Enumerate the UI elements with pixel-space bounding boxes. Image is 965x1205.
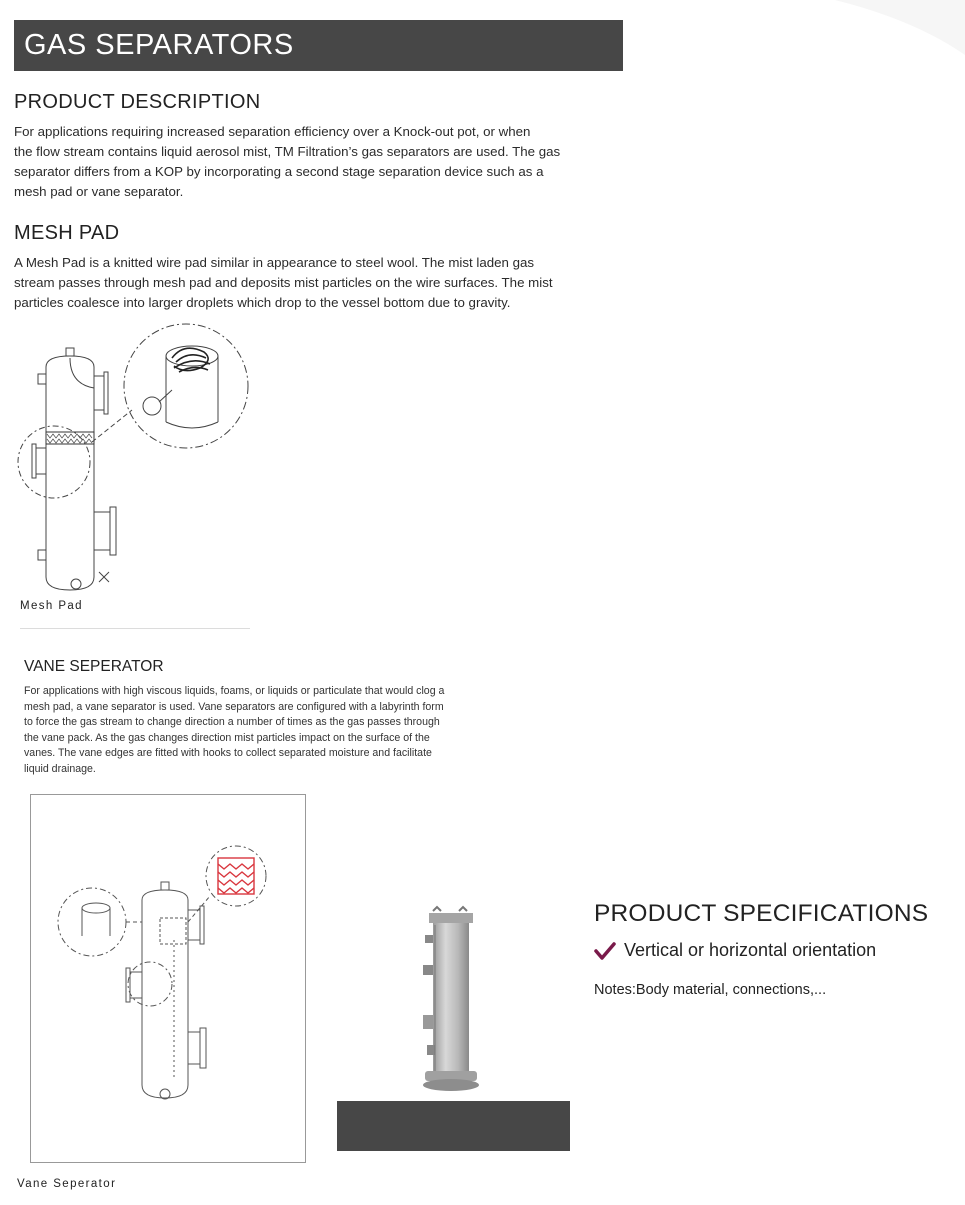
- photo-caption-bar: [337, 1101, 570, 1151]
- mesh-pad-line: stream passes through mesh pad and deposits mist particles on the wire surfaces. The mist: [14, 275, 553, 290]
- gas-separator-product-image: [405, 905, 495, 1095]
- vane-separator-diagram: [50, 840, 280, 1110]
- description-line: separator differs from a KOP by incorporating a second stage separation device such as a: [14, 164, 544, 179]
- mesh-pad-line: particles coalesce into larger droplets which drop to the vessel bottom due to gravity.: [14, 295, 511, 310]
- vane-line: vanes. The vane edges are fitted with hooks to collect separated moisture and facilitate: [24, 747, 432, 760]
- vane-line: the vane pack. As the gas changes direction mist particles impact on the surface of the: [24, 731, 430, 744]
- mesh-pad-caption: Mesh Pad: [20, 600, 83, 612]
- mesh-pad-heading: MESH PAD: [14, 222, 120, 244]
- description-line: For applications requiring increased separation efficiency over a Knock-out pot, or when: [14, 124, 531, 139]
- product-description-heading: PRODUCT DESCRIPTION: [14, 91, 261, 113]
- page-title: GAS SEPARATORS: [14, 20, 623, 71]
- vane-separator-text: [24, 684, 514, 778]
- checkmark-icon: [594, 941, 616, 961]
- vane-separator-caption: Vane Seperator: [17, 1178, 117, 1190]
- vane-line: liquid drainage.: [24, 762, 96, 775]
- mesh-pad-line: A Mesh Pad is a knitted wire pad similar in appearance to steel wool. The mist laden gas: [14, 255, 535, 270]
- section-divider: [20, 628, 250, 629]
- product-description-text: [14, 122, 634, 202]
- corner-decoration: [765, 0, 965, 60]
- vane-line: mesh pad, a vane separator is used. Vane separators are configured with a labyrinth form: [24, 700, 444, 713]
- spec-item: [594, 940, 876, 961]
- description-line: the flow stream contains liquid aerosol mist, TM Filtration’s gas separators are used. The gas: [14, 144, 561, 159]
- mesh-pad-diagram: [14, 322, 259, 600]
- specs-notes: Notes:Body material, connections,...: [594, 982, 827, 998]
- description-line: mesh pad or vane separator.: [14, 184, 184, 199]
- spec-item-label: Vertical or horizontal orientation: [624, 940, 877, 960]
- vane-line: to force the gas stream to change direction a number of times as the gas passes through: [24, 716, 440, 729]
- vane-line: For applications with high viscous liquids, foams, or liquids or particulate that would clog a: [24, 685, 445, 697]
- vane-separator-heading: VANE SEPERATOR: [24, 658, 164, 675]
- mesh-pad-text: [14, 253, 634, 313]
- product-specifications-heading: PRODUCT SPECIFICATIONS: [594, 900, 929, 927]
